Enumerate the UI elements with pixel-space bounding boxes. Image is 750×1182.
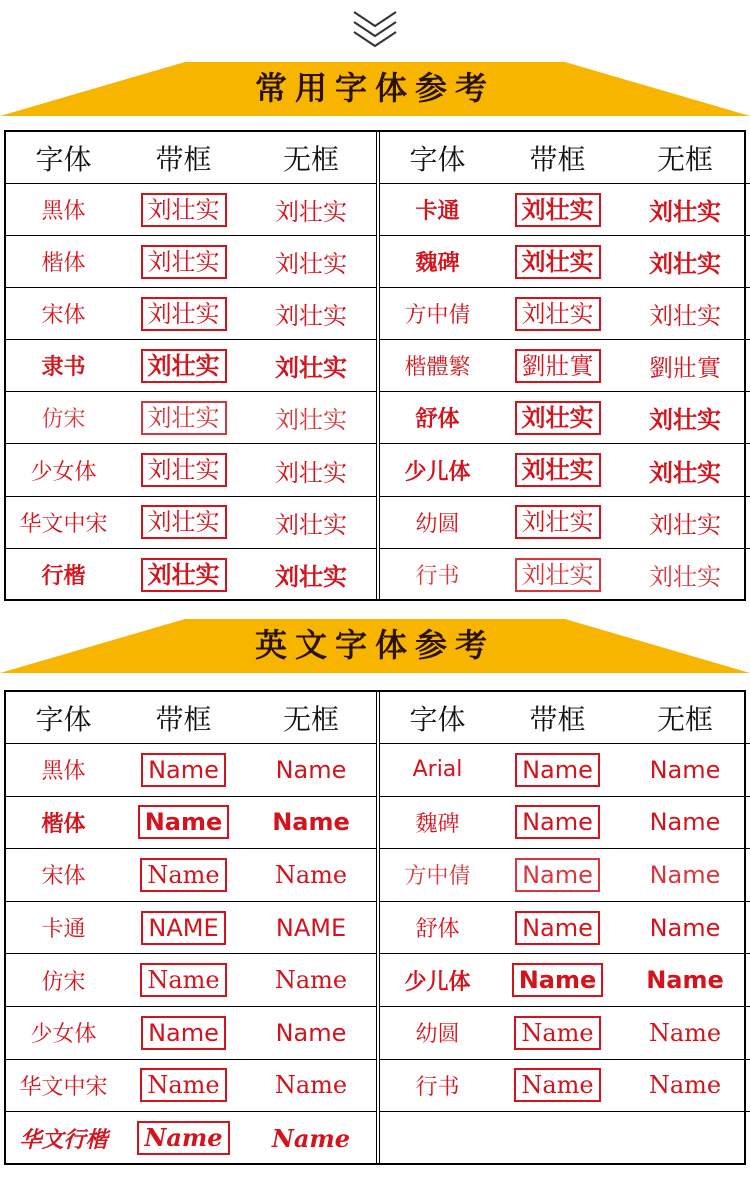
font-name-cell <box>6 184 121 235</box>
table-row <box>380 184 750 236</box>
plain-sample-cell <box>620 744 750 796</box>
plain-sample: Name <box>275 1018 347 1047</box>
english-section-title: 英文字体参考 <box>254 626 495 664</box>
plain-sample: 刘壮实 <box>275 458 347 487</box>
boxed-sample: 刘壮实 <box>141 193 227 227</box>
plain-sample-cell <box>620 445 750 496</box>
column-header: 带框 <box>155 702 212 736</box>
boxed-sample-cell <box>121 184 246 235</box>
plain-sample: 刘壮实 <box>275 198 347 227</box>
table-row <box>6 1112 376 1165</box>
font-name-cell <box>6 1007 121 1059</box>
chinese-section-banner <box>0 60 750 118</box>
english-font-table <box>4 690 746 1165</box>
table-row <box>6 445 376 497</box>
font-name-cell <box>6 744 121 796</box>
boxed-sample-cell <box>495 445 620 496</box>
column-header: 带框 <box>529 702 586 736</box>
font-name: 华文中宋 <box>19 511 108 537</box>
boxed-sample-cell <box>495 392 620 443</box>
boxed-sample: Name <box>140 963 226 997</box>
font-name: 仿宋 <box>41 969 86 995</box>
table-row <box>6 392 376 444</box>
column-header: 带框 <box>529 142 586 176</box>
plain-sample-cell <box>246 340 376 391</box>
boxed-sample: 刘壮实 <box>141 558 227 592</box>
boxed-sample: 刘壮实 <box>141 297 227 331</box>
plain-sample: 刘壮实 <box>649 302 721 331</box>
font-name: 仿宋 <box>41 407 86 433</box>
plain-sample-cell <box>246 1007 376 1059</box>
font-name: 宋体 <box>41 303 86 329</box>
font-name: 黑体 <box>41 199 86 225</box>
font-name-cell <box>380 902 495 954</box>
boxed-sample-cell <box>495 902 620 954</box>
boxed-sample: 刘壮实 <box>515 401 601 435</box>
font-name-cell <box>6 288 121 339</box>
boxed-sample: Name <box>141 753 226 787</box>
plain-sample: Name <box>648 1018 722 1047</box>
table-row <box>380 797 750 850</box>
plain-sample: Name <box>646 966 724 995</box>
table-row <box>380 954 750 1007</box>
boxed-sample-cell <box>121 1112 246 1165</box>
plain-sample: Name <box>271 1123 351 1153</box>
boxed-sample-cell <box>495 954 620 1006</box>
font-name-cell <box>6 797 121 849</box>
table-row <box>6 1007 376 1060</box>
table-row <box>6 954 376 1007</box>
font-name: 幼圆 <box>415 511 460 537</box>
table-row <box>6 797 376 850</box>
boxed-sample-cell <box>121 236 246 287</box>
font-name-cell <box>380 445 495 496</box>
font-name-cell <box>380 954 495 1006</box>
font-name: 舒体 <box>415 917 460 943</box>
font-name-cell <box>6 902 121 954</box>
plain-sample: 刘壮实 <box>649 510 721 539</box>
boxed-sample-cell <box>121 549 246 601</box>
table-row <box>380 902 750 955</box>
font-name-cell <box>380 797 495 849</box>
plain-sample: 刘壮实 <box>275 353 347 383</box>
font-name: 舒体 <box>415 406 460 433</box>
table-header-row <box>6 692 376 744</box>
boxed-sample: 刘壮实 <box>515 297 601 331</box>
font-name: 幼圆 <box>415 1022 460 1048</box>
column-header: 带框 <box>155 142 212 176</box>
boxed-sample-cell <box>495 1060 620 1112</box>
table-row <box>380 340 750 392</box>
plain-sample-cell <box>246 392 376 443</box>
font-name: 方中倩 <box>404 864 471 890</box>
boxed-sample-cell <box>121 797 246 849</box>
boxed-sample: 劉壯實 <box>515 349 601 383</box>
table-row <box>380 1060 750 1113</box>
table-row <box>6 1060 376 1113</box>
plain-sample-cell <box>246 288 376 339</box>
plain-sample-cell <box>620 549 750 601</box>
boxed-sample: Name <box>140 1068 226 1102</box>
boxed-sample-cell <box>121 849 246 901</box>
font-name-cell <box>380 1060 495 1112</box>
plain-sample-cell <box>246 497 376 548</box>
table-row <box>380 497 750 549</box>
plain-sample-cell <box>620 902 750 954</box>
double-chevron-down-icon <box>350 8 400 50</box>
font-name: Arial <box>412 757 463 783</box>
plain-sample-cell <box>246 902 376 954</box>
plain-sample-cell <box>246 1112 376 1165</box>
plain-sample: Name <box>274 1071 348 1100</box>
font-name: 魏碑 <box>415 811 460 837</box>
font-name: 华文中宋 <box>19 1074 108 1100</box>
boxed-sample: Name <box>515 858 600 892</box>
boxed-sample: 刘壮实 <box>515 558 601 592</box>
boxed-sample-cell <box>495 184 620 235</box>
english-section-banner <box>0 617 750 675</box>
font-name-cell <box>6 849 121 901</box>
font-name: 楷體繁 <box>404 355 471 381</box>
font-name: 魏碑 <box>415 250 460 277</box>
font-name-cell <box>380 236 495 287</box>
plain-sample-cell <box>246 236 376 287</box>
boxed-sample: 刘壮实 <box>141 401 227 435</box>
column-header: 字体 <box>409 702 466 736</box>
plain-sample: Name <box>649 913 721 942</box>
font-name: 卡通 <box>41 917 86 943</box>
font-name: 少儿体 <box>404 459 471 485</box>
plain-sample-cell <box>620 954 750 1006</box>
font-name-cell <box>6 1112 121 1165</box>
column-header: 无框 <box>656 142 713 176</box>
font-name: 方中倩 <box>404 303 471 329</box>
boxed-sample-cell <box>121 392 246 443</box>
table-row <box>380 392 750 444</box>
plain-sample: NAME <box>275 913 347 942</box>
plain-sample-cell <box>246 797 376 849</box>
font-name: 楷体 <box>41 251 86 277</box>
boxed-sample-cell <box>121 445 246 496</box>
chinese-font-table <box>4 130 746 601</box>
font-name: 卡通 <box>415 199 460 225</box>
plain-sample: 刘壮实 <box>649 458 721 487</box>
boxed-sample: Name <box>514 1016 600 1050</box>
table-header-row <box>380 692 750 744</box>
font-name: 少女体 <box>30 459 97 485</box>
font-name: 少女体 <box>30 1022 97 1048</box>
plain-sample-cell <box>246 744 376 796</box>
font-name-cell <box>380 288 495 339</box>
boxed-sample: Name <box>140 858 226 892</box>
table-row <box>6 549 376 601</box>
boxed-sample: Name <box>512 963 604 997</box>
plain-sample: 刘壮实 <box>275 302 347 331</box>
plain-sample: 刘壮实 <box>649 405 721 435</box>
table-header-row <box>380 132 750 184</box>
font-name-cell <box>6 954 121 1006</box>
column-header: 无框 <box>282 702 339 736</box>
table-row <box>6 902 376 955</box>
boxed-sample-cell <box>121 954 246 1006</box>
boxed-sample: 刘壮实 <box>515 193 601 227</box>
table-row <box>6 184 376 236</box>
boxed-sample-cell <box>495 744 620 796</box>
column-header: 字体 <box>409 142 466 176</box>
plain-sample-cell <box>620 288 750 339</box>
plain-sample-cell <box>246 954 376 1006</box>
font-name: 黑体 <box>41 759 86 785</box>
font-name: 少儿体 <box>404 969 471 995</box>
plain-sample: Name <box>649 755 721 784</box>
font-name-cell <box>380 849 495 901</box>
column-header: 字体 <box>35 142 92 176</box>
font-name-cell <box>6 497 121 548</box>
plain-sample: 刘壮实 <box>275 510 347 539</box>
plain-sample: Name <box>274 860 348 889</box>
boxed-sample: Name <box>515 753 600 787</box>
table-row <box>380 288 750 340</box>
font-name-cell <box>380 184 495 235</box>
plain-sample-cell <box>246 445 376 496</box>
font-name-cell <box>6 392 121 443</box>
plain-sample: 刘壮实 <box>275 406 347 435</box>
plain-sample: 刘壮实 <box>649 249 721 279</box>
plain-sample: 刘壮实 <box>275 250 347 279</box>
plain-sample-cell <box>620 1007 750 1059</box>
boxed-sample: Name <box>138 805 230 839</box>
boxed-sample-cell <box>495 849 620 901</box>
plain-sample: Name <box>274 966 348 995</box>
plain-sample-cell <box>620 392 750 443</box>
font-name-cell <box>6 340 121 391</box>
boxed-sample: NAME <box>141 911 225 945</box>
boxed-sample: 刘壮实 <box>515 245 601 279</box>
boxed-sample-cell <box>121 1060 246 1112</box>
boxed-sample: 刘壮实 <box>141 245 227 279</box>
font-name-cell <box>380 549 495 601</box>
plain-sample: Name <box>649 860 721 889</box>
plain-sample-cell <box>246 1060 376 1112</box>
boxed-sample-cell <box>495 236 620 287</box>
plain-sample: Name <box>272 808 350 837</box>
font-name-cell <box>380 340 495 391</box>
font-name: 行楷 <box>41 563 86 590</box>
table-row <box>380 744 750 797</box>
boxed-sample-cell <box>495 549 620 601</box>
plain-sample-cell <box>620 849 750 901</box>
boxed-sample-cell <box>121 1007 246 1059</box>
boxed-sample: Name <box>514 1068 600 1102</box>
font-name-cell <box>6 549 121 601</box>
plain-sample: 劉壯實 <box>649 354 721 383</box>
boxed-sample: 刘壮实 <box>141 505 227 539</box>
boxed-sample: 刘壮实 <box>141 453 227 487</box>
table-header-row <box>6 132 376 184</box>
boxed-sample-cell <box>495 1007 620 1059</box>
font-name-cell <box>380 1007 495 1059</box>
table-row <box>6 849 376 902</box>
boxed-sample-cell <box>495 340 620 391</box>
plain-sample: 刘壮实 <box>649 198 721 227</box>
font-name: 楷体 <box>41 811 86 837</box>
boxed-sample-cell <box>121 288 246 339</box>
boxed-sample-cell <box>121 902 246 954</box>
boxed-sample: Name <box>137 1121 229 1155</box>
boxed-sample-cell <box>121 497 246 548</box>
boxed-sample-cell <box>121 744 246 796</box>
boxed-sample: Name <box>141 1016 226 1050</box>
plain-sample: Name <box>648 1071 722 1100</box>
boxed-sample-cell <box>495 497 620 548</box>
plain-sample: 刘壮实 <box>649 563 721 592</box>
table-row <box>6 744 376 797</box>
column-header: 无框 <box>282 142 339 176</box>
boxed-sample: 刘壮实 <box>515 505 601 539</box>
chinese-section-title: 常用字体参考 <box>254 69 495 107</box>
plain-sample-cell <box>246 549 376 601</box>
plain-sample-cell <box>620 340 750 391</box>
plain-sample: Name <box>275 755 347 784</box>
plain-sample-cell <box>246 184 376 235</box>
table-row <box>380 445 750 497</box>
plain-sample-cell <box>620 497 750 548</box>
font-name: 隶书 <box>41 354 86 381</box>
table-row <box>380 1007 750 1060</box>
boxed-sample: 刘壮实 <box>141 349 227 383</box>
boxed-sample-cell <box>121 340 246 391</box>
table-row <box>6 497 376 549</box>
plain-sample-cell <box>246 849 376 901</box>
font-name-cell <box>380 392 495 443</box>
plain-sample-cell <box>620 1060 750 1112</box>
font-name-cell <box>380 744 495 796</box>
plain-sample: Name <box>649 808 721 837</box>
font-name: 行书 <box>415 1074 460 1100</box>
column-header: 字体 <box>35 702 92 736</box>
boxed-sample: 刘壮实 <box>515 453 601 487</box>
table-row <box>6 340 376 392</box>
font-name: 宋体 <box>41 864 86 890</box>
table-row <box>6 288 376 340</box>
boxed-sample: Name <box>515 805 600 839</box>
table-row <box>6 236 376 288</box>
plain-sample: 刘壮实 <box>275 562 347 592</box>
font-name-cell <box>6 236 121 287</box>
plain-sample-cell <box>620 797 750 849</box>
table-row <box>380 549 750 601</box>
table-row <box>380 236 750 288</box>
boxed-sample-cell <box>495 797 620 849</box>
font-name: 行书 <box>415 564 460 590</box>
empty-table-row <box>380 1112 750 1165</box>
column-header: 无框 <box>656 702 713 736</box>
font-name: 华文行楷 <box>19 1126 108 1153</box>
plain-sample-cell <box>620 184 750 235</box>
font-name-cell <box>380 497 495 548</box>
plain-sample-cell <box>620 236 750 287</box>
font-name-cell <box>6 445 121 496</box>
boxed-sample: Name <box>515 911 600 945</box>
font-name-cell <box>6 1060 121 1112</box>
boxed-sample-cell <box>495 288 620 339</box>
table-row <box>380 849 750 902</box>
